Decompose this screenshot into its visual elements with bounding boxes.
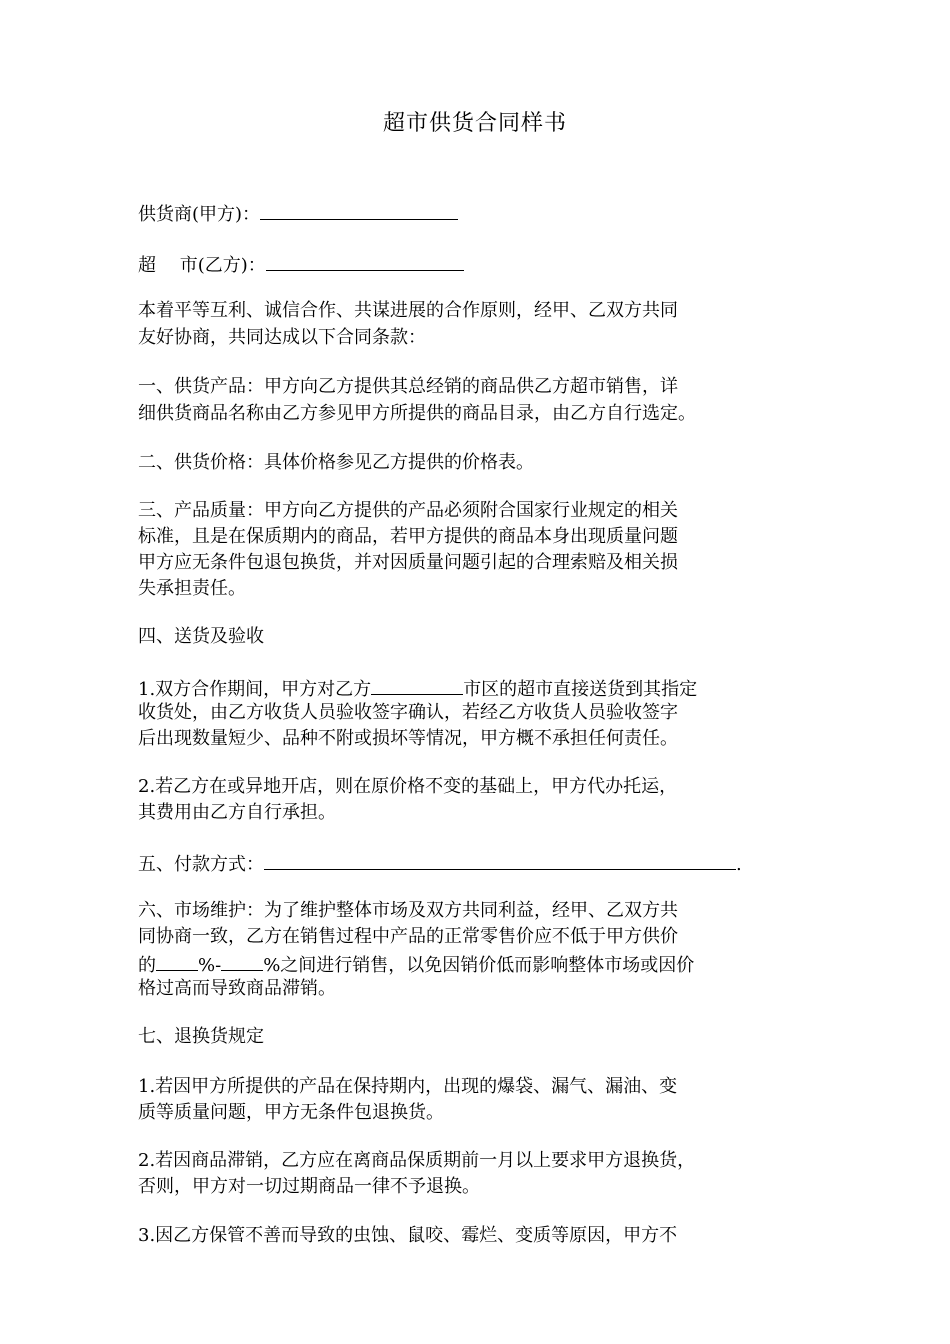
clause7-heading: 七、退换货规定 — [138, 1026, 264, 1047]
page-title: 超市供货合同样书 — [382, 111, 567, 136]
clause7-1-line-1: 1.若因甲方所提供的产品在保持期内，出现的爆袋、漏气、漏油、变 — [138, 1076, 678, 1097]
clause5-end: . — [736, 854, 742, 875]
clause4-1-before-blank: 1.双方合作期间，甲方对乙方 — [138, 679, 372, 700]
clause4-2-line-1: 2.若乙方在或异地开店，则在原价格不变的基础上，甲方代办托运， — [138, 776, 678, 797]
clause4-1-line-1 — [138, 674, 697, 702]
clause1-line-2: 细供货商品名称由乙方参见甲方所提供的商品目录，由乙方自行选定。 — [138, 403, 696, 424]
clause4-2-line-2: 其费用由乙方自行承担。 — [138, 802, 336, 823]
clause6-line-1: 六、市场维护：为了维护整体市场及双方共同利益，经甲、乙双方共 — [138, 900, 678, 921]
clause1-line-1: 一、供货产品：甲方向乙方提供其总经销的商品供乙方超市销售，详 — [138, 376, 678, 397]
clause6-line-4: 格过高而导致商品滞销。 — [138, 978, 336, 999]
clause4-heading: 四、送货及验收 — [138, 626, 264, 647]
clause6-line3-b: %- — [198, 955, 222, 976]
clause6-min-percent-blank — [156, 950, 198, 971]
clause3-line-2: 标准，且是在保质期内的商品，若甲方提供的商品本身出现质量问题 — [138, 526, 678, 547]
party-b-label: 超 市(乙方)： — [138, 255, 266, 276]
clause4-1-city-blank — [371, 674, 463, 695]
clause5-label: 五、付款方式： — [138, 854, 264, 875]
party-b-line — [138, 250, 464, 278]
clause7-2-line-2: 否则，甲方对一切过期商品一律不予退换。 — [138, 1176, 480, 1197]
party-a-blank — [260, 199, 458, 220]
clause4-1-line-3: 后出现数量短少、品种不附或损坏等情况，甲方概不承担任何责任。 — [138, 728, 678, 749]
clause6-max-percent-blank — [221, 950, 263, 971]
clause3-line-1: 三、产品质量：甲方向乙方提供的产品必须附合国家行业规定的相关 — [138, 500, 678, 521]
clause2-line-1: 二、供货价格：具体价格参见乙方提供的价格表。 — [138, 452, 534, 473]
clause3-line-4: 失承担责任。 — [138, 578, 246, 599]
clause7-3-line-1: 3.因乙方保管不善而导致的虫蚀、鼠咬、霉烂、变质等原因，甲方不 — [138, 1225, 678, 1246]
clause5-payment-blank — [264, 849, 736, 870]
clause6-line-3 — [138, 950, 694, 978]
party-b-blank — [266, 250, 464, 271]
intro-line-1: 本着平等互利、诚信合作、共谋进展的合作原则，经甲、乙双方共同 — [138, 300, 678, 321]
clause6-line-2: 同协商一致，乙方在销售过程中产品的正常零售价应不低于甲方供价 — [138, 926, 678, 947]
party-a-label: 供货商(甲方)： — [138, 204, 261, 225]
intro-line-2: 友好协商，共同达成以下合同条款： — [138, 327, 426, 348]
clause5-line — [138, 849, 742, 877]
clause7-1-line-2: 质等质量问题，甲方无条件包退换货。 — [138, 1102, 444, 1123]
clause7-2-line-1: 2.若因商品滞销，乙方应在离商品保质期前一月以上要求甲方退换货， — [138, 1150, 696, 1171]
clause6-line3-a: 的 — [138, 955, 156, 976]
clause3-line-3: 甲方应无条件包退包换货，并对因质量问题引起的合理索赔及相关损 — [138, 552, 678, 573]
clause6-line3-c: %之间进行销售，以免因销价低而影响整体市场或因价 — [263, 955, 695, 976]
party-a-line — [138, 199, 458, 227]
clause4-1-after-blank: 市区的超市直接送货到其指定 — [463, 679, 698, 700]
clause4-1-line-2: 收货处，由乙方收货人员验收签字确认，若经乙方收货人员验收签字 — [138, 702, 678, 723]
